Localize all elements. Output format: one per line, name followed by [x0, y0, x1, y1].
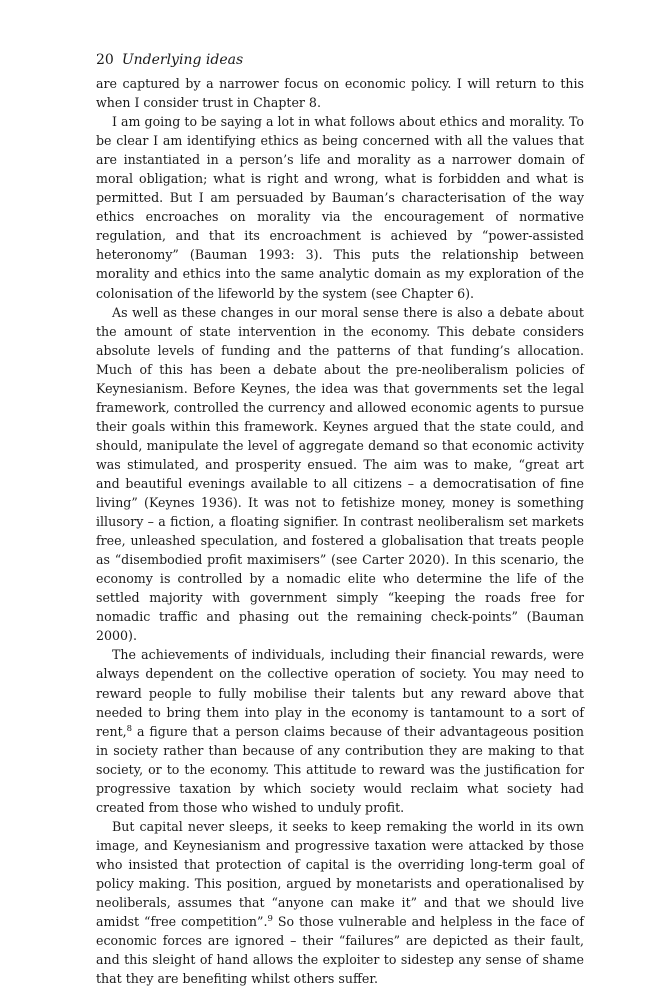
chapter-title: Underlying ideas [121, 52, 244, 68]
paragraph-3: As well as these changes in our moral sense there is also a debate about the amount of state intervention in the economy. This debate considers absolute levels of funding and the patterns of that funding’s allocation. Much of this has been a debate about the pre-neoliberalism policies of Keynesianism. Before Keynes, the idea was that governments set the legal framework, controlled the currency and allowed economic agents to pursue their goals within this framework. Keynes argued that the state could, and should, manipulate the level of aggregate demand so that economic activity was stimulated, and prosperity ensued. The aim was to make, “great art and beautiful evenings available to all citizens – a democratisation of fine living” (Keynes 1936). It was not to fetishize money, money is something illusory – a fiction, a floating signifier. In contrast neoliberalism set markets free, unleashed speculation, and fostered a globalisation that treats people as “disembodied profit maximisers” (see Carter 2020). In this scenario, the economy is controlled by a nomadic elite who determine the life of the settled majority with government simply “keeping the roads free for nomadic traffic and phasing out the remaining check-points” (Bauman 2000). [96, 304, 584, 644]
book-page [96, 52, 584, 988]
running-head [96, 52, 584, 68]
paragraph-5 [96, 817, 584, 988]
paragraph-4-text-a: The achievements of individuals, including their financial rewards, were always dependent on the collective operation of society. You may need to reward people to fully mobilise their talents but any reward above that needed to bring them into play in the economy is tantamount to a sort of rent, [96, 647, 584, 739]
footnote-marker-9[interactable]: 9 [267, 914, 273, 925]
paragraph-4 [96, 645, 584, 816]
footnote-marker-8[interactable]: 8 [126, 723, 133, 734]
paragraph-5-text-b: So those vulnerable and helpless in the face of economic forces are ignored – their “failures” are depicted as their fault, and this sleight of hand allows the exploiter to sidestep any sense of shame that they are benefiting whilst others suffer. [96, 914, 584, 987]
paragraph-1: are captured by a narrower focus on economic policy. I will return to this when I consider trust in Chapter 8. [96, 76, 584, 111]
page-number: 20 [96, 52, 114, 68]
paragraph-5-text-a: But capital never sleeps, it seeks to keep remaking the world in its own image, and Keynesianism and progressive taxation were attacked by those who insisted that protection of capital is the overriding long-term goal of policy making. This position, argued by monetarists and operationalised by neoliberals, assumes that “anyone can make it” and that we should live amidst “free competition”. [96, 818, 584, 930]
paragraph-4-text-b: a figure that a person claims because of their advantageous position in society rather than because of any contribution they are making to that society, or to the economy. This attitude to reward was the justification for progressive taxation by which society would reclaim what society had created from those who wished to unduly profit. [96, 723, 584, 815]
paragraph-2: I am going to be saying a lot in what follows about ethics and morality. To be clear I am identifying ethics as being concerned with all the values that are instantiated in a person’s life and morality as a narrower domain of moral obligation; what is right and wrong, what is forbidden and what is permitted. But I am persuaded by Bauman’s characterisation of the way ethics encroaches on morality via the encouragement of normative regulation, and that its encroachment is achieved by “power-assisted heteronomy” (Bauman 1993: 3). This puts the relationship between morality and ethics into the same analytic domain as my exploration of the colonisation of the lifeworld by the system (see Chapter 6). [96, 114, 584, 301]
